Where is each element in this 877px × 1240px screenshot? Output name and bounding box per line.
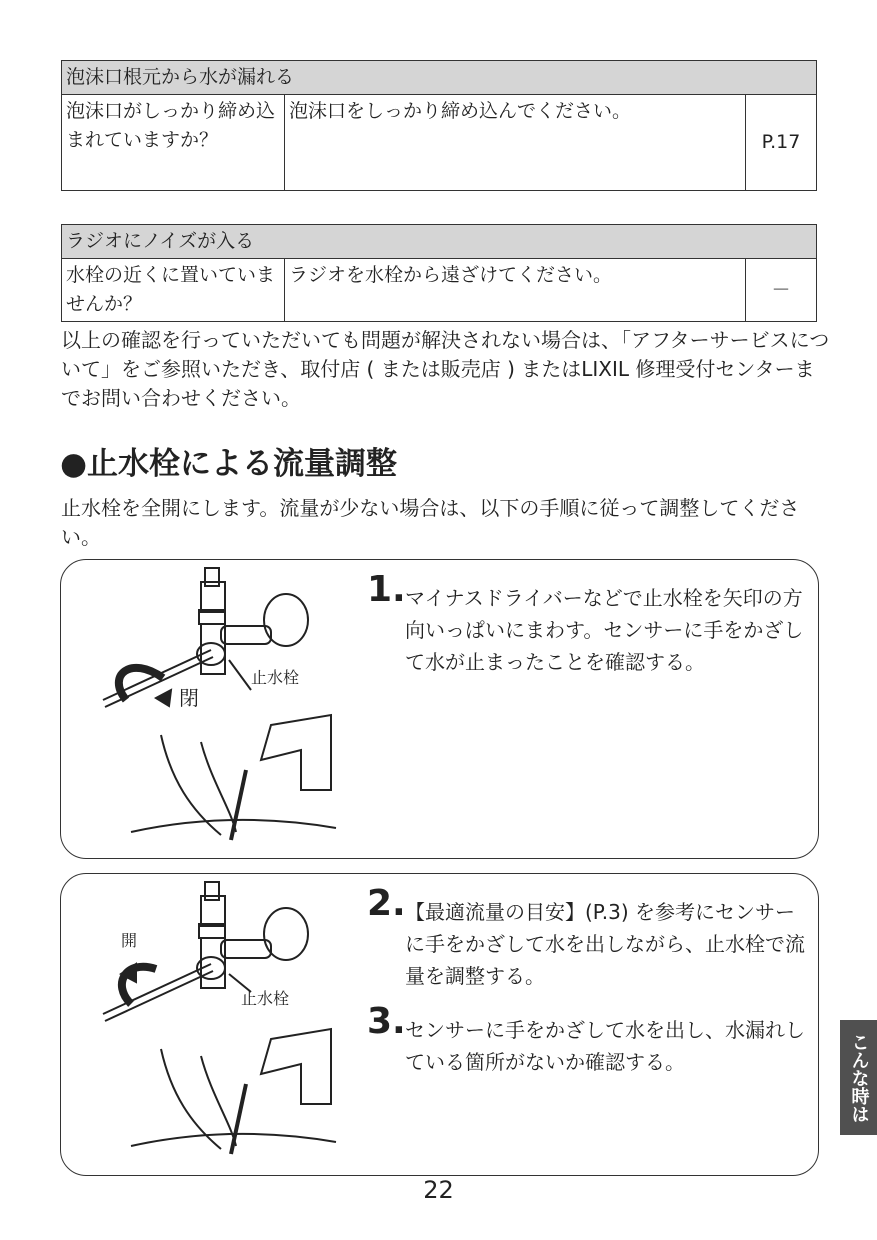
- trouble-table-1: [61, 60, 817, 191]
- trouble-table-2: [61, 224, 817, 322]
- step-text: 【最適流量の目安】(P.3) を参考にセンサーに手をかざして水を出しながら、止水栓で流量を調整する。: [405, 900, 805, 988]
- step-1: [367, 569, 807, 678]
- valve-label: 止水栓: [251, 668, 300, 687]
- step-panel-1: [60, 559, 819, 859]
- step-3: [367, 1001, 807, 1078]
- step-number: 1.: [367, 569, 406, 610]
- section-intro: 止水栓を全開にします。流量が少ない場合は、以下の手順に従って調整してください。: [61, 496, 800, 549]
- cause-cell: 水栓の近くに置いていませんか？: [62, 259, 285, 322]
- remedy-cell: ラジオを水栓から遠ざけてください。: [285, 259, 746, 322]
- step-panel-2: [60, 873, 819, 1176]
- step-text: マイナスドライバーなどで止水栓を矢印の方向いっぱいにまわす。センサーに手をかざして水が止まったことを確認する。: [405, 586, 804, 674]
- remedy-cell: 泡沫口をしっかり締め込んでください。: [285, 95, 746, 191]
- step-number: 3.: [367, 1001, 406, 1042]
- cause-cell: 泡沫口がしっかり締め込まれていますか？: [62, 95, 285, 191]
- contact-note: 以上の確認を行っていただいても問題が解決されない場合は、「アフターサービスについて」をご参照いただき、取付店 ( または販売店 ) またはLIXIL 修理受付センターまでお問い合わせください。: [61, 328, 830, 410]
- table-header: 泡沫口根元から水が漏れる: [62, 61, 817, 95]
- direction-label: 閉: [179, 686, 199, 710]
- reference-cell: －: [746, 259, 817, 322]
- valve-open-illustration: [101, 874, 341, 1172]
- valve-label: 止水栓: [241, 989, 290, 1008]
- step-text: センサーに手をかざして水を出し、水漏れしている箇所がないか確認する。: [405, 1018, 805, 1074]
- section-title: ●止水栓による流量調整: [60, 446, 398, 482]
- step-2: [367, 883, 807, 992]
- direction-label: 開: [121, 931, 138, 950]
- table-header: ラジオにノイズが入る: [62, 225, 817, 259]
- step-number: 2.: [367, 883, 406, 924]
- chapter-tab[interactable]: こんな時は: [840, 1020, 877, 1135]
- valve-close-illustration: [101, 560, 341, 855]
- reference-cell: P.17: [746, 95, 817, 191]
- page-number: 22: [423, 1176, 454, 1204]
